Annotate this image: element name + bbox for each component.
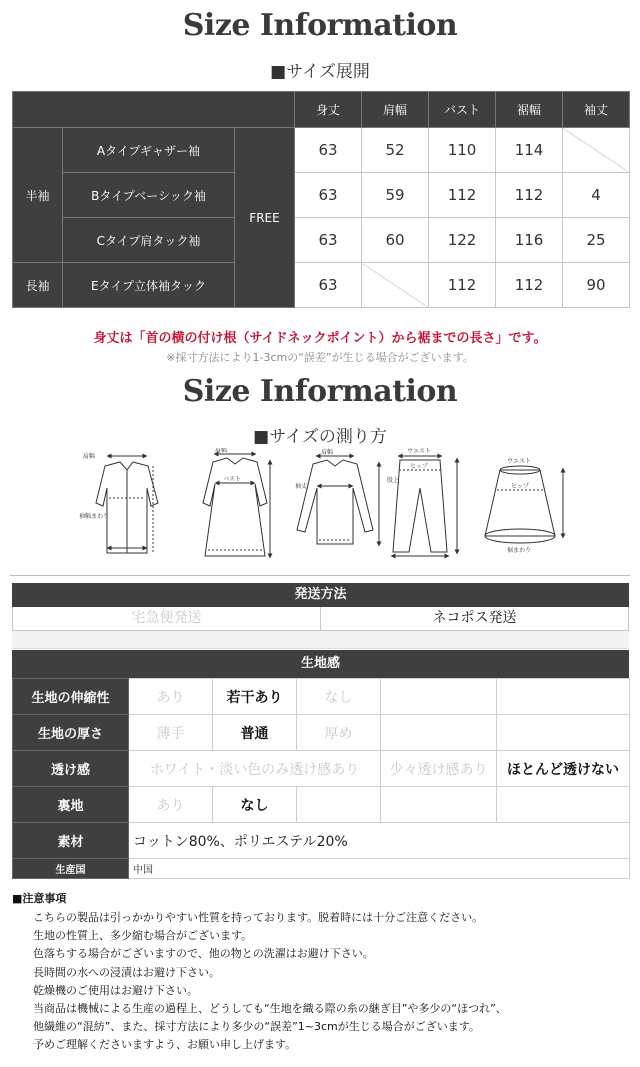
size-info-title: Size Information bbox=[182, 8, 458, 43]
row-label-lining: 裏地 bbox=[13, 787, 129, 823]
label-hem-around: 裾まわり bbox=[507, 547, 532, 554]
option-selected: 普通 bbox=[213, 715, 297, 751]
size-free: FREE bbox=[235, 128, 295, 308]
caution-line: 生地の性質上、多少縮む場合がございます。 bbox=[33, 929, 253, 943]
caution-line: 他繊維の“混紡”、また、採寸方法により多少の“誤差”1~3cmが生じる場合がございます。 bbox=[33, 1020, 480, 1034]
cell: 90 bbox=[563, 263, 630, 308]
cell: 63 bbox=[295, 173, 362, 218]
measurement-diagrams bbox=[75, 448, 575, 568]
longsleeve-diagram bbox=[295, 448, 379, 544]
caution-line: 乾燥機のご使用はお避け下さい。 bbox=[33, 983, 198, 997]
caution-line: 長時間の水への浸漬はお避け下さい。 bbox=[33, 965, 220, 979]
label-hip: ヒップ bbox=[410, 463, 428, 470]
cell: 60 bbox=[362, 218, 429, 263]
option: あり bbox=[129, 787, 213, 823]
col-header-length: 身丈 bbox=[295, 92, 362, 128]
cell: 122 bbox=[429, 218, 496, 263]
cell: 25 bbox=[563, 218, 630, 263]
label-waist: ウエスト bbox=[407, 448, 432, 455]
option: 薄手 bbox=[129, 715, 213, 751]
row-name: Cタイプ肩タック袖 bbox=[63, 218, 235, 263]
empty-cell bbox=[497, 787, 630, 823]
label-rise: 股上 bbox=[387, 477, 400, 484]
empty-cell bbox=[381, 787, 497, 823]
option-selected: 若干あり bbox=[213, 679, 297, 715]
row-name: Bタイプベーシック袖 bbox=[63, 173, 235, 218]
row-name: Aタイプギャザー袖 bbox=[63, 128, 235, 173]
fabric-title: 生地感 bbox=[12, 650, 629, 678]
col-header-hem: 裾幅 bbox=[496, 92, 563, 128]
cell: 63 bbox=[295, 263, 362, 308]
shipping-spacer bbox=[12, 631, 629, 649]
empty-cell bbox=[497, 679, 630, 715]
label-sleeve-opening: 袖幅まわり bbox=[79, 513, 110, 520]
measure-subtitle: ■サイズの測り方 bbox=[253, 427, 387, 447]
option: 少々透け感あり bbox=[381, 751, 497, 787]
cell: 63 bbox=[295, 128, 362, 173]
shipping-options bbox=[12, 607, 629, 631]
caution-line: 当商品は機械による生産の過程上、どうしても“生地を織る際の糸の継ぎ目”や多少の“ほつれ”、 bbox=[33, 1002, 507, 1016]
cell: 112 bbox=[429, 263, 496, 308]
option: あり bbox=[129, 679, 213, 715]
col-header-sleeve: 袖丈 bbox=[563, 92, 630, 128]
col-header-bust: バスト bbox=[429, 92, 496, 128]
label-shoulder-3: 肩幅 bbox=[321, 449, 334, 456]
size-chart-subtitle: ■サイズ展開 bbox=[270, 62, 370, 82]
coat-diagram bbox=[79, 452, 158, 553]
cell: 52 bbox=[362, 128, 429, 173]
length-note: 身丈は「首の横の付け根（サイドネックポイント）から裾までの長さ」です。 bbox=[93, 331, 547, 346]
option: ホワイト・淡い色のみ透け感あり bbox=[129, 751, 381, 787]
caution-line: 予めご理解くださいますよう、お願い申し上げます。 bbox=[33, 1038, 297, 1052]
row-name: Eタイプ立体袖タック bbox=[63, 263, 235, 308]
divider bbox=[10, 575, 630, 576]
cell-empty bbox=[362, 263, 429, 308]
cell: 112 bbox=[496, 263, 563, 308]
dress-diagram bbox=[203, 448, 270, 556]
option-selected: ほとんど透けない bbox=[497, 751, 630, 787]
size-info-title-2: Size Information bbox=[182, 374, 458, 409]
cell-empty bbox=[563, 128, 630, 173]
material-value: コットン80%、ポリエステル20% bbox=[129, 823, 630, 859]
origin-value: 中国 bbox=[129, 859, 630, 879]
option-selected: なし bbox=[213, 787, 297, 823]
cell: 116 bbox=[496, 218, 563, 263]
shipping-title: 発送方法 bbox=[12, 583, 629, 607]
empty-cell bbox=[381, 715, 497, 751]
fabric-section bbox=[12, 650, 629, 879]
group-long-sleeve: 長袖 bbox=[13, 263, 63, 308]
cell: 112 bbox=[496, 173, 563, 218]
fabric-table bbox=[12, 678, 630, 879]
cell: 4 bbox=[563, 173, 630, 218]
row-label-sheerness: 透け感 bbox=[13, 751, 129, 787]
caution-line: こちらの製品は引っかかりやすい性質を持っております。脱着時には十分ご注意ください。 bbox=[33, 911, 484, 924]
row-label-thickness: 生地の厚さ bbox=[13, 715, 129, 751]
col-header-shoulder: 肩幅 bbox=[362, 92, 429, 128]
empty-cell bbox=[381, 679, 497, 715]
label-sleeve: 袖丈 bbox=[295, 483, 308, 490]
cell: 114 bbox=[496, 128, 563, 173]
label-bust: バスト bbox=[223, 476, 242, 483]
label-hip-2: ヒップ bbox=[511, 483, 529, 490]
shipping-section bbox=[12, 583, 629, 649]
cell: 63 bbox=[295, 218, 362, 263]
error-note: ※採寸方法により1-3cmの“誤差”が生じる場合がございます。 bbox=[166, 351, 474, 364]
empty-cell bbox=[497, 715, 630, 751]
group-short-sleeve: 半袖 bbox=[13, 128, 63, 263]
option: なし bbox=[297, 679, 381, 715]
label-shoulder-2: 肩幅 bbox=[215, 448, 228, 454]
empty-cell bbox=[297, 787, 381, 823]
label-waist-2: ウエスト bbox=[507, 458, 532, 465]
caution-line: 色落ちする場合がございますので、他の物との洗濯はお避け下さい。 bbox=[33, 947, 374, 961]
size-table bbox=[12, 91, 630, 308]
row-label-material: 素材 bbox=[13, 823, 129, 859]
option: 厚め bbox=[297, 715, 381, 751]
row-label-origin: 生産国 bbox=[13, 859, 129, 879]
caution-title: ■注意事項 bbox=[12, 892, 67, 905]
shipping-option-nekopos: ネコポス発送 bbox=[320, 607, 628, 630]
cell: 110 bbox=[429, 128, 496, 173]
cell: 112 bbox=[429, 173, 496, 218]
skirt-diagram bbox=[485, 458, 563, 554]
label-shoulder: 肩幅 bbox=[83, 453, 96, 460]
pants-diagram bbox=[387, 448, 457, 556]
caution-list bbox=[33, 909, 507, 1055]
table-corner bbox=[13, 92, 295, 128]
cell: 59 bbox=[362, 173, 429, 218]
row-label-stretch: 生地の伸縮性 bbox=[13, 679, 129, 715]
shipping-option-takkyubin: 宅急便発送 bbox=[131, 610, 202, 626]
